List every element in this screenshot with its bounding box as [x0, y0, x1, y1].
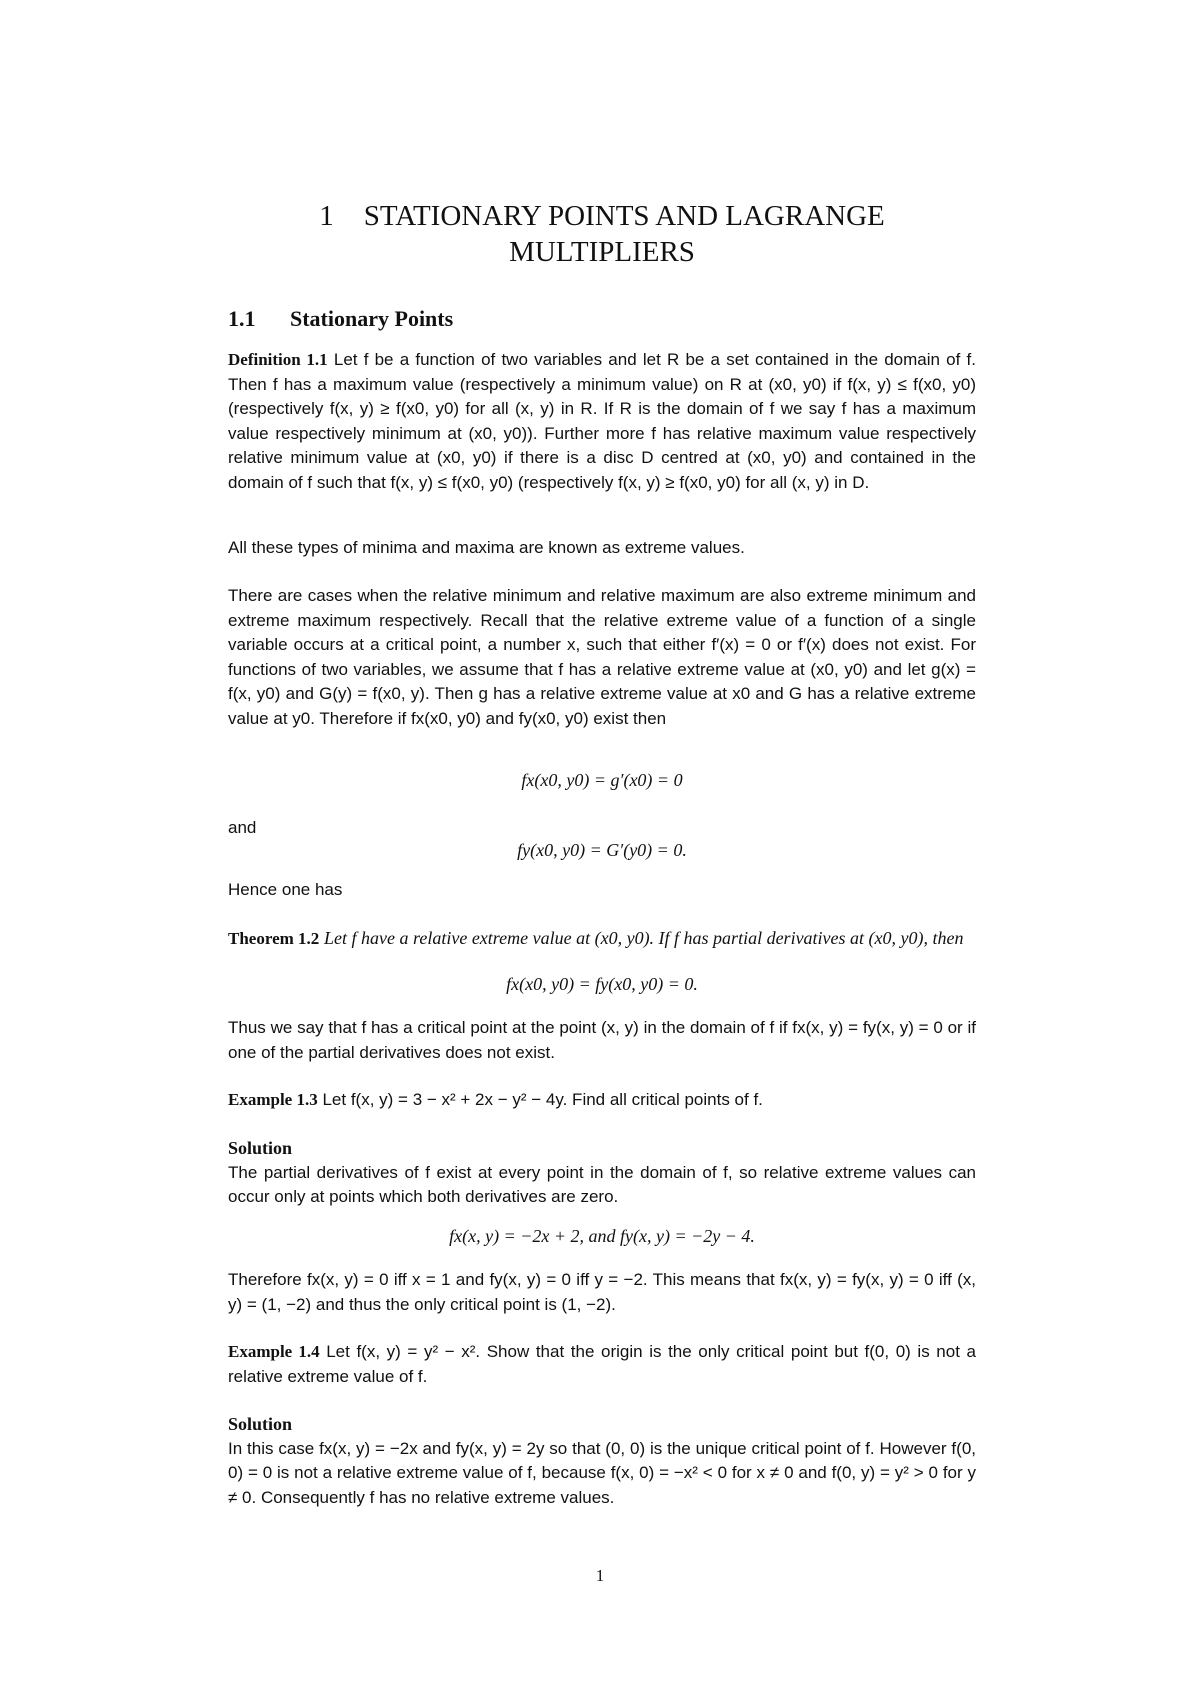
solution-text-2: In this case fx(x, y) = −2x and fy(x, y) = 2y so that (0, 0) is the unique critical point of f. However f(0, 0) = 0 is not a relative extreme value of f, because f(x, 0) = −x² < 0 for x ≠ 0 and f(0, y) = y² > 0 for y ≠ 0. Consequently f has no relative extreme values.	[228, 1438, 976, 1507]
example-1-4-solution	[228, 1412, 976, 1510]
theorem-label: Theorem 1.2	[228, 929, 320, 948]
example-1-3	[228, 1088, 976, 1113]
section-title-line1: STATIONARY POINTS AND LAGRANGE	[363, 200, 885, 232]
example-1-4	[228, 1340, 976, 1389]
subsection-title: Stationary Points	[290, 306, 454, 331]
theorem-block	[228, 926, 976, 952]
paragraph-critical-point: Thus we say that f has a critical point at the point (x, y) in the domain of f if fx(x, y) = fy(x, y) = 0 or if one of the partial derivatives does not exist.	[228, 1018, 976, 1062]
paragraph-relative-extrema: There are cases when the relative minimum and relative maximum are also extreme minimum and extreme maximum respectively. Recall that the relative extreme value of a function of a single variable occurs at a critical point, a number x, such that either f′(x) = 0 or f′(x) does not exist. For functions of two variables, we assume that f has a relative extreme value at (x0, y0) and let g(x) = f(x, y0) and G(y) = f(x0, y). Then g has a relative extreme value at x0 and G has a relative extreme value at y0. Therefore if fx(x0, y0) and fy(x0, y0) exist then	[228, 586, 976, 728]
example-1-3-conclusion: Therefore fx(x, y) = 0 iff x = 1 and fy(x, y) = 0 iff y = −2. This means that fx(x, y) = fy(x, y) = 0 iff (x, y) = (1, −2) and thus the only critical point is (1, −2).	[228, 1270, 976, 1314]
section-title-line2: MULTIPLIERS	[509, 236, 695, 268]
paragraph-hence: Hence one has	[228, 880, 343, 899]
theorem-equation: fx(x0, y0) = fy(x0, y0) = 0.	[506, 974, 698, 994]
example-1-4-text: Let f(x, y) = y² − x². Show that the origin is the only critical point but f(0, 0) is not a relative extreme value of f.	[228, 1342, 976, 1386]
theorem-text: Let f have a relative extreme value at (x0, y0). If f has partial derivatives at (x0, y0), then	[324, 928, 964, 948]
example-1-3-solution	[228, 1136, 976, 1210]
example-1-3-label: Example 1.3	[228, 1090, 318, 1109]
equation-fy: fy(x0, y0) = G′(y0) = 0.	[517, 840, 687, 860]
page-number: 1	[595, 1566, 605, 1585]
section-title	[228, 198, 976, 270]
paragraph-extreme-values: All these types of minima and maxima are known as extreme values.	[228, 538, 745, 557]
definition-block	[228, 348, 976, 496]
solution-text: The partial derivatives of f exist at every point in the domain of f, so relative extreme values can occur only at points which both derivatives are zero.	[228, 1162, 976, 1207]
definition-text: Let f be a function of two variables and let R be a set contained in the domain of f. Then f has a maximum value (respectively a minimum value) on R at (x0, y0) if f(x, y) ≤ f(x0, y0) (respectively f(x, y) ≥ f(x0, y0) for all (x, y) in R. If R is the domain of f we say f has a maximum value respectively minimum at (x0, y0)). Further more f has relative maximum value respectively relative minimum value at (x0, y0) if there is a disc D centred at (x0, y0) and contained in the domain of f such that f(x, y) ≤ f(x0, y0) (respectively f(x, y) ≥ f(x0, y0) for all (x, y) in D.	[228, 350, 976, 492]
subsection-heading	[228, 306, 453, 332]
section-number: 1	[319, 200, 334, 232]
definition-label: Definition 1.1	[228, 350, 328, 369]
example-1-3-text: Let f(x, y) = 3 − x² + 2x − y² − 4y. Find all critical points of f.	[322, 1090, 763, 1109]
example-1-3-equation: fx(x, y) = −2x + 2, and fy(x, y) = −2y − 4.	[449, 1226, 755, 1246]
equation-fx: fx(x0, y0) = g′(x0) = 0	[521, 770, 683, 790]
and-word: and	[228, 818, 257, 837]
subsection-number: 1.1	[228, 306, 256, 331]
solution-label: Solution	[228, 1138, 293, 1158]
solution-label-2: Solution	[228, 1414, 293, 1434]
example-1-4-label: Example 1.4	[228, 1342, 320, 1361]
